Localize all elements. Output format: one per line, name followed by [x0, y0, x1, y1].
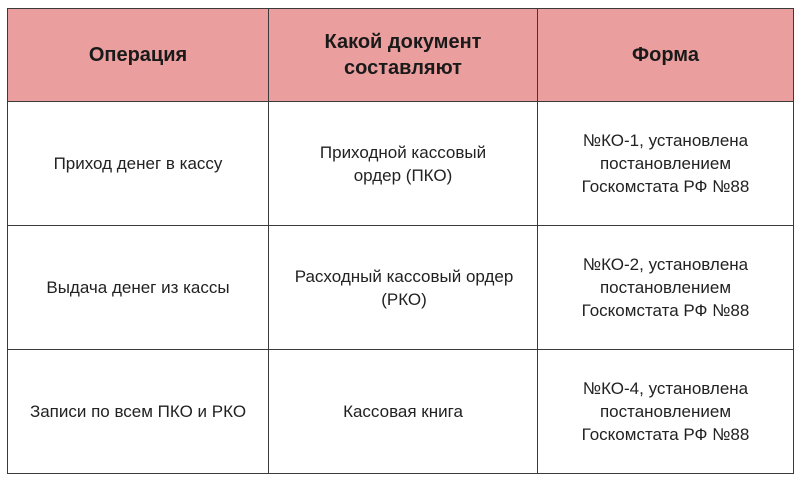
cell-document: Кассовая книга [269, 350, 538, 474]
cell-form: №КО-4, установлена постановлением Госкомстата РФ №88 [538, 350, 794, 474]
table-row [8, 350, 794, 474]
cell-document: Приходной кассовый ордер (ПКО) [269, 102, 538, 226]
cell-form: №КО-1, установлена постановлением Госкомстата РФ №88 [538, 102, 794, 226]
cash-documents-table [7, 8, 794, 474]
table-row [8, 102, 794, 226]
cell-form: №КО-2, установлена постановлением Госкомстата РФ №88 [538, 226, 794, 350]
table-row [8, 226, 794, 350]
header-operation: Операция [8, 9, 269, 102]
header-form: Форма [538, 9, 794, 102]
cell-document: Расходный кассовый ордер (РКО) [269, 226, 538, 350]
header-document: Какой документ составляют [269, 9, 538, 102]
cell-operation: Записи по всем ПКО и РКО [8, 350, 269, 474]
cell-operation: Приход денег в кассу [8, 102, 269, 226]
cell-operation: Выдача денег из кассы [8, 226, 269, 350]
table-header-row [8, 9, 794, 102]
